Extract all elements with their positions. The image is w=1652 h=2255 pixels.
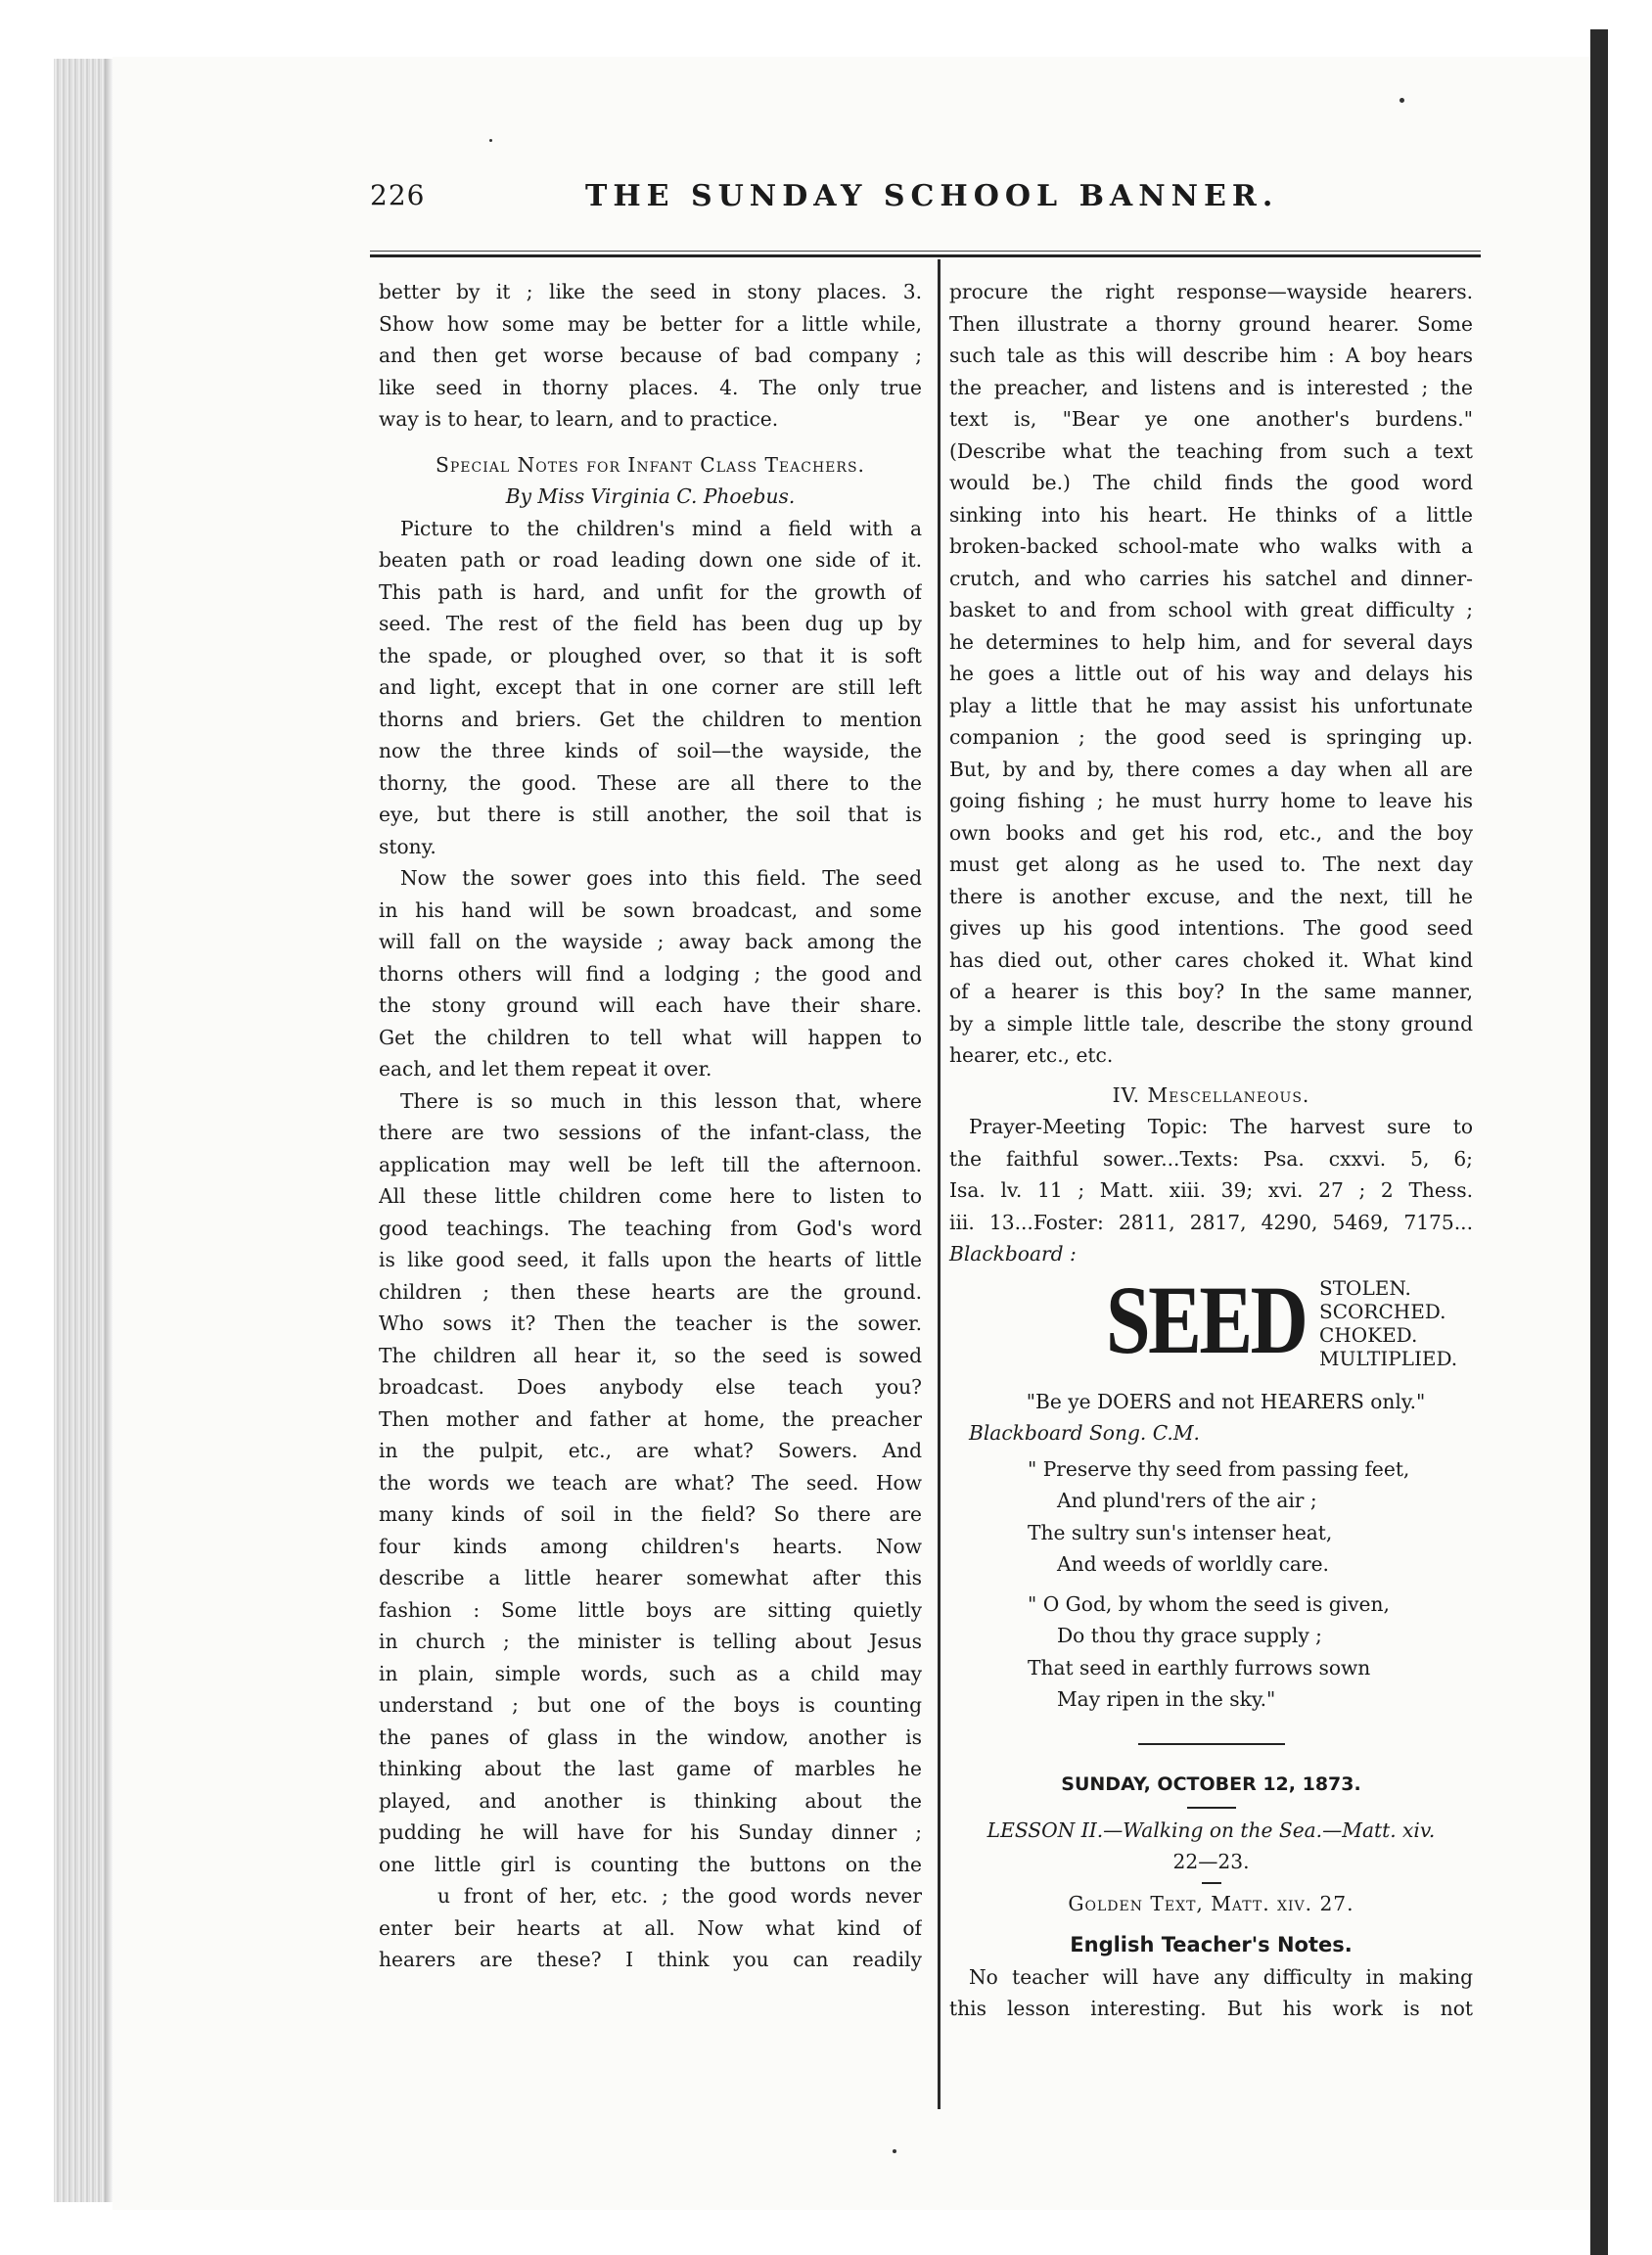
text-line: will fall on the wayside ; away back among the — [379, 930, 922, 953]
text-line: in church ; the minister is telling about Jesus — [379, 1630, 922, 1653]
text-line: the stony ground will each have their share. — [379, 993, 922, 1017]
text-line: Blackboard : — [949, 1242, 1077, 1266]
text-line: better by it ; like the seed in stony places. 3. — [379, 280, 922, 303]
seed-fates-list — [1319, 1276, 1457, 1370]
byline: By Miss Virginia C. Phoebus. — [505, 484, 796, 508]
text-line: text is, "Bear ye one another's burdens." — [949, 407, 1473, 431]
blackboard-diagram — [949, 1265, 1473, 1380]
text-line: basket to and from school with great difficulty ; — [949, 598, 1473, 621]
list-item: CHOKED. — [1319, 1322, 1418, 1347]
text-line: crutch, and who carries his satchel and dinner- — [949, 566, 1473, 590]
text-line: the words we teach are what? The seed. How — [379, 1470, 922, 1495]
text-line: Prayer-Meeting Topic: The harvest sure to — [969, 1115, 1473, 1138]
text-line: one little girl is counting the buttons on the — [379, 1852, 922, 1876]
text-line: (Describe what the teaching from such a text — [949, 438, 1473, 463]
left-column — [379, 276, 922, 1976]
text-line: But, by and by, there comes a day when all are — [949, 757, 1473, 781]
text-line: broken-backed school-mate who walks with a — [949, 534, 1473, 558]
text-line: stony. — [379, 834, 436, 858]
song-title: Blackboard Song. C.M. — [969, 1421, 1200, 1445]
text-line: iii. 13...Foster: 2811, 2817, 4290, 5469, 7175... — [949, 1210, 1473, 1234]
text-line: there are two sessions of the infant-class, the — [379, 1121, 922, 1144]
ink-speck — [893, 2149, 896, 2153]
text-line: many kinds of soil in the field? So there are — [379, 1502, 922, 1526]
text-line: four kinds among children's hearts. Now — [379, 1534, 922, 1558]
text-line: hearers are these? I think you can readily — [379, 1948, 922, 1971]
verse-line: May ripen in the sky." — [1057, 1687, 1276, 1711]
text-line: by a simple little tale, describe the stony ground — [949, 1011, 1473, 1035]
text-line: pudding he will have for his Sunday dinner ; — [379, 1820, 922, 1844]
text-line: All these little children come here to listen to — [379, 1184, 922, 1208]
verse-line: The sultry sun's intenser heat, — [1028, 1520, 1333, 1544]
text-line: each, and let them repeat it over. — [379, 1057, 712, 1081]
verse-line: Do thou thy grace supply ; — [1057, 1624, 1322, 1647]
text-line: Picture to the children's mind a field with a — [400, 516, 922, 540]
divider — [1187, 1807, 1236, 1809]
text-line: the preacher, and listens and is interested ; the — [949, 375, 1473, 399]
text-line: thorny, the good. These are all there to the — [379, 770, 922, 795]
text-line: of a hearer is this boy? In the same manner, — [949, 980, 1473, 1003]
text-line: fashion : Some little boys are sitting quietly — [379, 1597, 922, 1622]
text-line: The children all hear it, so the seed is sowed — [379, 1343, 922, 1367]
text-line: there is another excuse, and the next, till he — [949, 884, 1473, 908]
text-line: thorns and briers. Get the children to mention — [379, 707, 922, 731]
ink-speck — [1400, 98, 1404, 103]
background-margin — [1608, 0, 1652, 2255]
text-line: going fishing ; he must hurry home to leave his — [949, 789, 1473, 812]
ornamental-rule — [949, 1727, 1473, 1760]
text-line: application may well be left till the afternoon. — [379, 1152, 922, 1176]
text-line: Show how some may be better for a little while, — [379, 311, 922, 336]
text-line: like seed in thorny places. 4. The only true — [379, 375, 922, 399]
text-line: seed. The rest of the field has been dug up by — [379, 612, 922, 635]
text-line: the faithful sower...Texts: Psa. cxxvi. 5, 6; — [949, 1146, 1473, 1171]
text-line: must get along as he used to. The next day — [949, 852, 1473, 876]
text-line: now the three kinds of soil—the wayside, the — [379, 739, 922, 762]
verse-line: That seed in earthly furrows sown — [1028, 1655, 1371, 1680]
text-line: Isa. lv. 11 ; Matt. xiii. 39; xvi. 27 ; 2 Thess. — [949, 1178, 1473, 1202]
text-line: thorns others will find a lodging ; the good and — [379, 961, 922, 986]
text-line: the spade, or ploughed over, so that it is soft — [379, 643, 922, 667]
text-line: enter beir hearts at all. Now what kind of — [379, 1915, 922, 1940]
text-line: in plain, simple words, such as a child may — [379, 1661, 922, 1685]
section-heading: Special Notes for Infant Class Teachers. — [436, 452, 865, 477]
running-title: THE SUNDAY SCHOOL BANNER. — [585, 179, 1279, 213]
text-line: in his hand will be sown broadcast, and some — [379, 897, 922, 922]
list-item: STOLEN. — [1319, 1275, 1411, 1300]
text-line: gives up his good intentions. The good seed — [949, 916, 1473, 940]
text-line: the panes of glass in the window, another is — [379, 1725, 922, 1749]
text-line: Who sows it? Then the teacher is the sower. — [379, 1312, 922, 1335]
text-line: hearer, etc., etc. — [949, 1043, 1114, 1067]
text-line: thinking about the last game of marbles he — [379, 1757, 922, 1780]
list-item: MULTIPLIED. — [1319, 1346, 1458, 1370]
text-line: sinking into his heart. He thinks of a little — [949, 502, 1473, 527]
text-line: is like good seed, it falls upon the hearts of little — [379, 1248, 922, 1271]
text-line: broadcast. Does anybody else teach you? — [379, 1375, 922, 1399]
seed-headline: SEED — [1106, 1265, 1307, 1374]
right-column — [949, 276, 1473, 2025]
date-heading: SUNDAY, OCTOBER 12, 1873. — [1061, 1773, 1361, 1795]
text-line: describe a little hearer somewhat after this — [379, 1566, 922, 1589]
page-stack-edge — [54, 59, 105, 2202]
text-line: children ; then these hearts are the ground. — [379, 1279, 922, 1304]
text-line: such tale as this will describe him : A boy hears — [949, 344, 1473, 367]
text-line: beaten path or road leading down one side of it. — [379, 548, 922, 572]
verse-line: " O God, by whom the seed is given, — [1028, 1591, 1390, 1616]
text-line: Now the sower goes into this field. The seed — [400, 866, 922, 890]
text-line: Then illustrate a thorny ground hearer. Some — [949, 311, 1473, 336]
ink-speck — [489, 139, 492, 142]
text-line: companion ; the good seed is springing up. — [949, 725, 1473, 749]
text-line: would be.) The child finds the good word — [949, 471, 1473, 494]
column-divider — [938, 259, 941, 2109]
golden-text: Golden Text, Matt. xiv. 27. — [1068, 1891, 1354, 1915]
lesson-title — [949, 1815, 1473, 1847]
page-number: 226 — [370, 179, 426, 211]
text-line: understand ; but one of the boys is counting — [379, 1693, 922, 1717]
subsection-heading: English Teacher's Notes. — [1070, 1933, 1353, 1956]
text-line: way is to hear, to learn, and to practice. — [379, 407, 779, 431]
text-line: own books and get his rod, etc., and the boy — [949, 820, 1473, 845]
text-line: u front of her, etc. ; the good words never — [437, 1884, 922, 1908]
binding-edge — [1590, 29, 1608, 2255]
section-heading: IV. Mescellaneous. — [1112, 1082, 1310, 1107]
text-line: has died out, other cares choked it. What kind — [949, 947, 1473, 972]
text-line: this lesson interesting. But his work is not — [949, 1997, 1473, 2020]
text-line: There is so much in this lesson that, where — [400, 1088, 922, 1113]
page-stack-shadow — [105, 59, 113, 2202]
text-line: he determines to help him, and for several days — [949, 629, 1473, 654]
text-line: procure the right response—wayside hearers. — [949, 280, 1473, 303]
list-item: SCORCHED. — [1319, 1299, 1446, 1323]
text-line: in the pulpit, etc., are what? Sowers. And — [379, 1439, 922, 1462]
text-line: Get the children to tell what will happen to — [379, 1025, 922, 1049]
verse-line: And weeds of worldly care. — [1057, 1552, 1329, 1576]
text-line: played, and another is thinking about the — [379, 1788, 922, 1813]
lesson-title-text: LESSON II.—Walking on the Sea.—Matt. xiv. — [987, 1818, 1436, 1842]
text-line: Then mother and father at home, the preacher — [379, 1406, 922, 1431]
text-line: eye, but there is still another, the soil that is — [379, 803, 922, 826]
motto: "Be ye DOERS and not HEARERS only." — [1026, 1389, 1426, 1413]
text-line: play a little that he may assist his unfortunate — [949, 693, 1473, 717]
divider — [1202, 1882, 1221, 1884]
text-line: he goes a little out of his way and delays his — [949, 662, 1473, 685]
verse-line: And plund'rers of the air ; — [1057, 1489, 1317, 1512]
lesson-reference: 22—23. — [1172, 1850, 1250, 1873]
text-line: good teachings. The teaching from God's word — [379, 1216, 922, 1240]
text-line: and light, except that in one corner are still left — [379, 675, 922, 699]
text-line: No teacher will have any difficulty in making — [969, 1964, 1473, 1989]
text-line: This path is hard, and unfit for the growth of — [379, 579, 922, 604]
header-rule — [370, 254, 1481, 257]
header-rule-thin — [370, 251, 1481, 252]
page-header — [370, 179, 1481, 228]
text-line: and then get worse because of bad company ; — [379, 344, 922, 367]
verse-line: " Preserve thy seed from passing feet, — [1028, 1456, 1410, 1481]
